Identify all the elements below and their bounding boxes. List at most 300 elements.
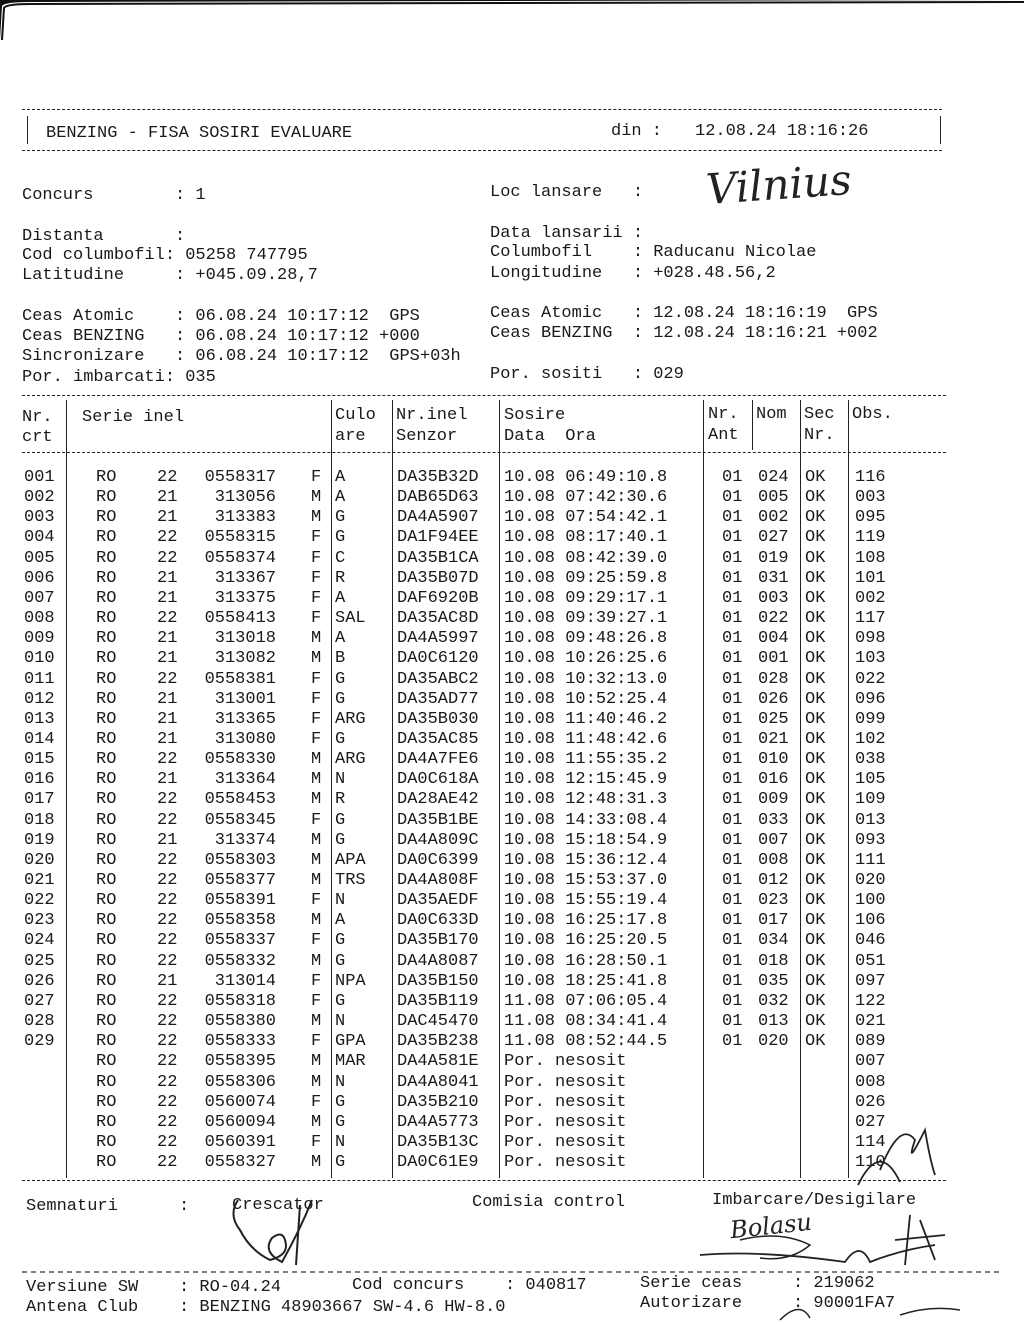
hdr-nrinel: Nr.inel: [396, 406, 468, 425]
row-color: G: [335, 810, 346, 830]
row-year: 22: [157, 1132, 178, 1152]
row-ring: 0558391: [204, 891, 276, 911]
row-ring: 0558306: [204, 1072, 276, 1092]
row-ant: 01: [722, 609, 743, 629]
row-year: 22: [157, 750, 178, 770]
row-sec: OK: [805, 588, 826, 608]
row-year: 22: [157, 850, 178, 870]
antena-line: Antena Club : BENZING 48903667 SW-4.6 HW-8.0: [26, 1298, 506, 1317]
row-year: 21: [157, 649, 178, 669]
row-ring: 0560094: [204, 1112, 276, 1132]
longitudine-line: Longitudine : +028.48.56,2: [490, 264, 776, 283]
row-nr: 025: [24, 951, 55, 971]
row-year: 22: [157, 1112, 178, 1132]
row-color: A: [335, 468, 346, 487]
row-sec: OK: [805, 488, 826, 508]
row-nom: 033: [758, 810, 789, 830]
row-ring: 0558330: [204, 750, 276, 770]
row-year: 22: [157, 669, 178, 689]
row-ant: 01: [722, 649, 743, 669]
row-ant: 01: [722, 830, 743, 850]
row-color: MAR: [335, 1052, 366, 1072]
row-sex: F: [311, 991, 322, 1011]
row-color: A: [335, 911, 346, 931]
row-sensor: DA35AEDF: [397, 891, 479, 911]
row-country: RO: [96, 951, 117, 971]
row-nr: 006: [24, 568, 55, 588]
row-sex: M: [311, 911, 322, 931]
row-nom: 034: [758, 931, 789, 951]
sincronizare-line: Sincronizare : 06.08.24 10:17:12 GPS+03h: [22, 347, 461, 366]
row-color: A: [335, 629, 346, 649]
row-ant: 01: [722, 850, 743, 870]
row-color: G: [335, 508, 346, 528]
row-sec: OK: [805, 951, 826, 971]
row-color: APA: [335, 850, 366, 870]
row-year: 22: [157, 1012, 178, 1032]
row-nr: 027: [24, 991, 55, 1011]
row-obs: 103: [855, 649, 886, 669]
row-sex: M: [311, 1012, 322, 1032]
row-nom: 002: [758, 508, 789, 528]
row-ring: 0558315: [204, 528, 276, 548]
row-obs: 122: [855, 991, 886, 1011]
row-obs: 003: [855, 488, 886, 508]
row-nr: 020: [24, 850, 55, 870]
row-year: 22: [157, 891, 178, 911]
serie-ceas-line: Serie ceas : 219062: [640, 1274, 875, 1293]
row-color: G: [335, 1112, 346, 1132]
row-sex: M: [311, 508, 322, 528]
row-country: RO: [96, 689, 117, 709]
row-sec: OK: [805, 991, 826, 1011]
crescator-label: Crescator: [232, 1196, 324, 1215]
row-color: G: [335, 528, 346, 548]
row-obs: 109: [855, 790, 886, 810]
row-color: N: [335, 770, 346, 790]
row-ant: 01: [722, 568, 743, 588]
row-sensor: DA4A808F: [397, 871, 479, 890]
row-obs: 096: [855, 689, 886, 709]
row-sec: OK: [805, 850, 826, 870]
row-ant: 01: [722, 971, 743, 991]
row-nom: 008: [758, 850, 789, 870]
row-arrival: Por. nesosit: [504, 1132, 627, 1152]
row-sex: M: [311, 951, 322, 971]
row-color: N: [335, 1132, 346, 1152]
row-ant: 01: [722, 729, 743, 749]
row-obs: 100: [855, 891, 886, 911]
row-year: 21: [157, 689, 178, 709]
row-ring: 0558345: [204, 810, 276, 830]
commission-handwritten-name: Bolasu: [728, 1207, 814, 1245]
row-year: 21: [157, 729, 178, 749]
row-obs: 105: [855, 770, 886, 790]
row-arrival: 10.08 18:25:41.8: [504, 971, 668, 991]
row-country: RO: [96, 991, 117, 1011]
row-nr: 012: [24, 689, 55, 709]
row-sensor: DA4A581E: [397, 1052, 479, 1072]
row-color: G: [335, 729, 346, 749]
row-sec: OK: [805, 689, 826, 709]
row-nr: 014: [24, 729, 55, 749]
row-year: 22: [157, 1052, 178, 1072]
row-nom: 012: [758, 871, 789, 890]
row-country: RO: [96, 971, 117, 991]
row-obs: 007: [855, 1052, 886, 1072]
row-arrival: 10.08 07:54:42.1: [504, 508, 668, 528]
row-color: G: [335, 689, 346, 709]
row-nom: 020: [758, 1032, 789, 1052]
row-obs: 013: [855, 810, 886, 830]
row-year: 22: [157, 1032, 178, 1052]
row-nr: 019: [24, 830, 55, 850]
autorizare-line: Autorizare : 90001FA7: [640, 1294, 896, 1313]
row-nr: 007: [24, 588, 55, 608]
row-arrival: Por. nesosit: [504, 1112, 627, 1132]
row-color: G: [335, 830, 346, 850]
row-nom: 001: [758, 649, 789, 669]
row-ring: 313383: [214, 508, 276, 528]
row-country: RO: [96, 548, 117, 568]
imbarcare-label: Imbarcare/Desigilare: [712, 1191, 917, 1210]
row-obs: 110: [855, 1153, 886, 1173]
row-arrival: 10.08 11:48:42.6: [504, 729, 668, 749]
row-year: 22: [157, 790, 178, 810]
row-country: RO: [96, 830, 117, 850]
din-label: din :: [611, 122, 663, 141]
row-sec: OK: [805, 810, 826, 830]
row-sec: OK: [805, 468, 826, 487]
row-nom: 022: [758, 609, 789, 629]
row-ring: 0558413: [204, 609, 276, 629]
row-arrival: Por. nesosit: [504, 1092, 627, 1112]
din-value: 12.08.24 18:16:26: [695, 122, 869, 141]
row-sex: M: [311, 750, 322, 770]
row-nr: 024: [24, 931, 55, 951]
row-obs: 038: [855, 750, 886, 770]
row-sex: F: [311, 609, 322, 629]
row-ant: 01: [722, 750, 743, 770]
row-nr: 015: [24, 750, 55, 770]
row-sec: OK: [805, 729, 826, 749]
row-ant: 01: [722, 891, 743, 911]
row-arrival: 10.08 12:48:31.3: [504, 790, 668, 810]
row-sex: M: [311, 790, 322, 810]
loc-lansare-line: Loc lansare :: [490, 183, 644, 202]
row-sec: OK: [805, 770, 826, 790]
row-color: G: [335, 951, 346, 971]
row-country: RO: [96, 528, 117, 548]
row-year: 22: [157, 1072, 178, 1092]
row-nom: 023: [758, 891, 789, 911]
row-sensor: DA35ABC2: [397, 669, 479, 689]
row-color: R: [335, 790, 346, 810]
row-nr: 011: [24, 669, 55, 689]
row-sex: F: [311, 468, 322, 487]
row-country: RO: [96, 508, 117, 528]
row-sex: M: [311, 1112, 322, 1132]
row-sec: OK: [805, 649, 826, 669]
row-nr: 026: [24, 971, 55, 991]
concurs-line: Concurs : 1: [22, 186, 206, 205]
row-obs: 002: [855, 588, 886, 608]
row-year: 21: [157, 709, 178, 729]
row-ant: 01: [722, 669, 743, 689]
row-nom: 027: [758, 528, 789, 548]
row-obs: 021: [855, 1012, 886, 1032]
row-country: RO: [96, 729, 117, 749]
row-sensor: DA35AD77: [397, 689, 479, 709]
row-sec: OK: [805, 629, 826, 649]
row-arrival: 10.08 10:32:13.0: [504, 669, 668, 689]
row-nom: 004: [758, 629, 789, 649]
row-sensor: DAC45470: [397, 1012, 479, 1032]
row-nom: 016: [758, 770, 789, 790]
row-country: RO: [96, 629, 117, 649]
row-year: 22: [157, 931, 178, 951]
row-sex: M: [311, 830, 322, 850]
row-color: N: [335, 1012, 346, 1032]
row-arrival: 10.08 08:17:40.1: [504, 528, 668, 548]
row-arrival: 10.08 16:25:20.5: [504, 931, 668, 951]
row-sensor: DA35B13C: [397, 1132, 479, 1152]
row-arrival: 11.08 08:34:41.4: [504, 1012, 668, 1032]
row-nom: 031: [758, 568, 789, 588]
page-title: BENZING - FISA SOSIRI EVALUARE: [46, 124, 353, 143]
row-obs: 098: [855, 629, 886, 649]
row-arrival: 10.08 08:42:39.0: [504, 548, 668, 568]
row-arrival: 10.08 06:49:10.8: [504, 468, 668, 487]
row-arrival: 10.08 15:55:19.4: [504, 891, 668, 911]
row-country: RO: [96, 588, 117, 608]
row-nom: 026: [758, 689, 789, 709]
row-sex: F: [311, 568, 322, 588]
row-arrival: 11.08 08:52:44.5: [504, 1032, 668, 1052]
row-sex: M: [311, 850, 322, 870]
row-country: RO: [96, 1112, 117, 1132]
row-sensor: DA0C618A: [397, 770, 479, 790]
row-sec: OK: [805, 568, 826, 588]
row-year: 22: [157, 951, 178, 971]
row-sec: OK: [805, 609, 826, 629]
row-country: RO: [96, 649, 117, 669]
row-sex: F: [311, 729, 322, 749]
row-sex: M: [311, 1052, 322, 1072]
row-ant: 01: [722, 1032, 743, 1052]
row-country: RO: [96, 931, 117, 951]
row-country: RO: [96, 1012, 117, 1032]
row-arrival: 10.08 10:52:25.4: [504, 689, 668, 709]
row-sex: F: [311, 810, 322, 830]
row-ring: 0558453: [204, 790, 276, 810]
hdr-crt: crt: [22, 428, 53, 447]
row-color: N: [335, 1072, 346, 1092]
row-sec: OK: [805, 669, 826, 689]
row-ant: 01: [722, 689, 743, 709]
row-sensor: DA35B030: [397, 709, 479, 729]
row-obs: 114: [855, 1132, 886, 1152]
row-year: 22: [157, 528, 178, 548]
row-nr: 021: [24, 871, 55, 890]
row-ring: 0560074: [204, 1092, 276, 1112]
row-sex: F: [311, 548, 322, 568]
row-obs: 119: [855, 528, 886, 548]
row-year: 22: [157, 548, 178, 568]
por-imbarcati-line: Por. imbarcati: 035: [22, 368, 216, 387]
row-country: RO: [96, 871, 117, 890]
row-ant: 01: [722, 548, 743, 568]
row-obs: 111: [855, 850, 886, 870]
row-year: 21: [157, 830, 178, 850]
row-sex: F: [311, 709, 322, 729]
row-sec: OK: [805, 931, 826, 951]
row-sex: M: [311, 649, 322, 669]
row-nom: 007: [758, 830, 789, 850]
row-color: G: [335, 1153, 346, 1173]
row-year: 21: [157, 508, 178, 528]
hdr-sec: Sec: [804, 405, 835, 424]
row-sensor: DA4A8041: [397, 1072, 479, 1092]
row-year: 21: [157, 971, 178, 991]
row-ring: 313080: [214, 729, 276, 749]
row-ant: 01: [722, 951, 743, 971]
row-sec: OK: [805, 911, 826, 931]
row-ant: 01: [722, 770, 743, 790]
row-sensor: DA35B1BE: [397, 810, 479, 830]
row-nom: 009: [758, 790, 789, 810]
row-ring: 313374: [214, 830, 276, 850]
row-nr: 023: [24, 911, 55, 931]
row-country: RO: [96, 669, 117, 689]
row-sensor: DA35AC8D: [397, 609, 479, 629]
row-ant: 01: [722, 1012, 743, 1032]
row-color: GPA: [335, 1032, 366, 1052]
row-ant: 01: [722, 468, 743, 487]
row-ring: 0558337: [204, 931, 276, 951]
row-obs: 020: [855, 871, 886, 890]
row-ring: 313364: [214, 770, 276, 790]
row-sec: OK: [805, 528, 826, 548]
row-arrival: 10.08 09:39:27.1: [504, 609, 668, 629]
row-year: 21: [157, 770, 178, 790]
row-ant: 01: [722, 508, 743, 528]
row-nr: 018: [24, 810, 55, 830]
row-sensor: DA1F94EE: [397, 528, 479, 548]
row-sensor: DA35B07D: [397, 568, 479, 588]
row-color: G: [335, 1092, 346, 1112]
row-obs: 008: [855, 1072, 886, 1092]
row-ring: 313001: [214, 689, 276, 709]
row-sex: F: [311, 1092, 322, 1112]
row-obs: 022: [855, 669, 886, 689]
data-lansarii-line: Data lansarii :: [490, 224, 644, 243]
row-obs: 046: [855, 931, 886, 951]
row-sensor: DA0C61E9: [397, 1153, 479, 1173]
row-nom: 021: [758, 729, 789, 749]
loc-lansare-handwritten: Vilnius: [704, 154, 854, 215]
row-year: 21: [157, 588, 178, 608]
row-color: A: [335, 488, 346, 508]
row-arrival: 10.08 11:40:46.2: [504, 709, 668, 729]
hdr-ant: Ant: [708, 426, 739, 445]
por-sositi-line: Por. sositi : 029: [490, 365, 684, 384]
row-ring: 0560391: [204, 1132, 276, 1152]
row-color: G: [335, 991, 346, 1011]
row-sensor: DA35B150: [397, 971, 479, 991]
row-year: 22: [157, 810, 178, 830]
ceas-benzing-end: Ceas BENZING : 12.08.24 18:16:21 +002: [490, 324, 878, 343]
row-country: RO: [96, 609, 117, 629]
row-country: RO: [96, 790, 117, 810]
row-color: ARG: [335, 750, 366, 770]
row-nr: 016: [24, 770, 55, 790]
row-nom: 035: [758, 971, 789, 991]
row-ring: 0558303: [204, 850, 276, 870]
row-year: 22: [157, 911, 178, 931]
row-sex: F: [311, 669, 322, 689]
hdr-obs: Obs.: [852, 405, 893, 424]
row-nr: 001: [24, 468, 55, 487]
row-nr: 008: [24, 609, 55, 629]
row-obs: 051: [855, 951, 886, 971]
row-year: 22: [157, 871, 178, 890]
row-ring: 0558380: [204, 1012, 276, 1032]
row-sensor: DA4A8087: [397, 951, 479, 971]
row-nr: 013: [24, 709, 55, 729]
row-obs: 102: [855, 729, 886, 749]
row-color: SAL: [335, 609, 366, 629]
row-sensor: DA0C6399: [397, 850, 479, 870]
ceas-benzing-start: Ceas BENZING : 06.08.24 10:17:12 +000: [22, 327, 420, 346]
row-sex: F: [311, 528, 322, 548]
row-nr: 003: [24, 508, 55, 528]
row-arrival: Por. nesosit: [504, 1052, 627, 1072]
row-country: RO: [96, 1092, 117, 1112]
cod-columbofil-line: Cod columbofil: 05258 747795: [22, 246, 308, 265]
row-obs: 106: [855, 911, 886, 931]
row-obs: 116: [855, 468, 886, 487]
row-sensor: DA0C6120: [397, 649, 479, 669]
hdr-senzor: Senzor: [396, 427, 458, 446]
row-ant: 01: [722, 810, 743, 830]
row-sensor: DA0C633D: [397, 911, 479, 931]
row-nr: 028: [24, 1012, 55, 1032]
row-sensor: DA4A5907: [397, 508, 479, 528]
row-ring: 0558332: [204, 951, 276, 971]
columbofil-line: Columbofil : Raducanu Nicolae: [490, 243, 817, 262]
hdr-sosire: Sosire: [504, 406, 566, 425]
row-nr: 029: [24, 1032, 55, 1052]
row-country: RO: [96, 1153, 117, 1173]
row-year: 22: [157, 1153, 178, 1173]
hdr-culo2: are: [335, 427, 366, 446]
row-color: TRS: [335, 871, 366, 890]
row-ant: 01: [722, 871, 743, 890]
row-country: RO: [96, 1072, 117, 1092]
row-obs: 026: [855, 1092, 886, 1112]
row-year: 22: [157, 1092, 178, 1112]
hdr-nrant: Nr.: [708, 405, 739, 424]
hdr-data-ora: Data Ora: [504, 427, 596, 446]
row-sensor: DAB65D63: [397, 488, 479, 508]
row-sensor: DA4A5997: [397, 629, 479, 649]
hdr-nom: Nom: [756, 405, 787, 424]
row-arrival: 10.08 11:55:35.2: [504, 750, 668, 770]
row-nom: 010: [758, 750, 789, 770]
row-obs: 097: [855, 971, 886, 991]
row-ant: 01: [722, 991, 743, 1011]
